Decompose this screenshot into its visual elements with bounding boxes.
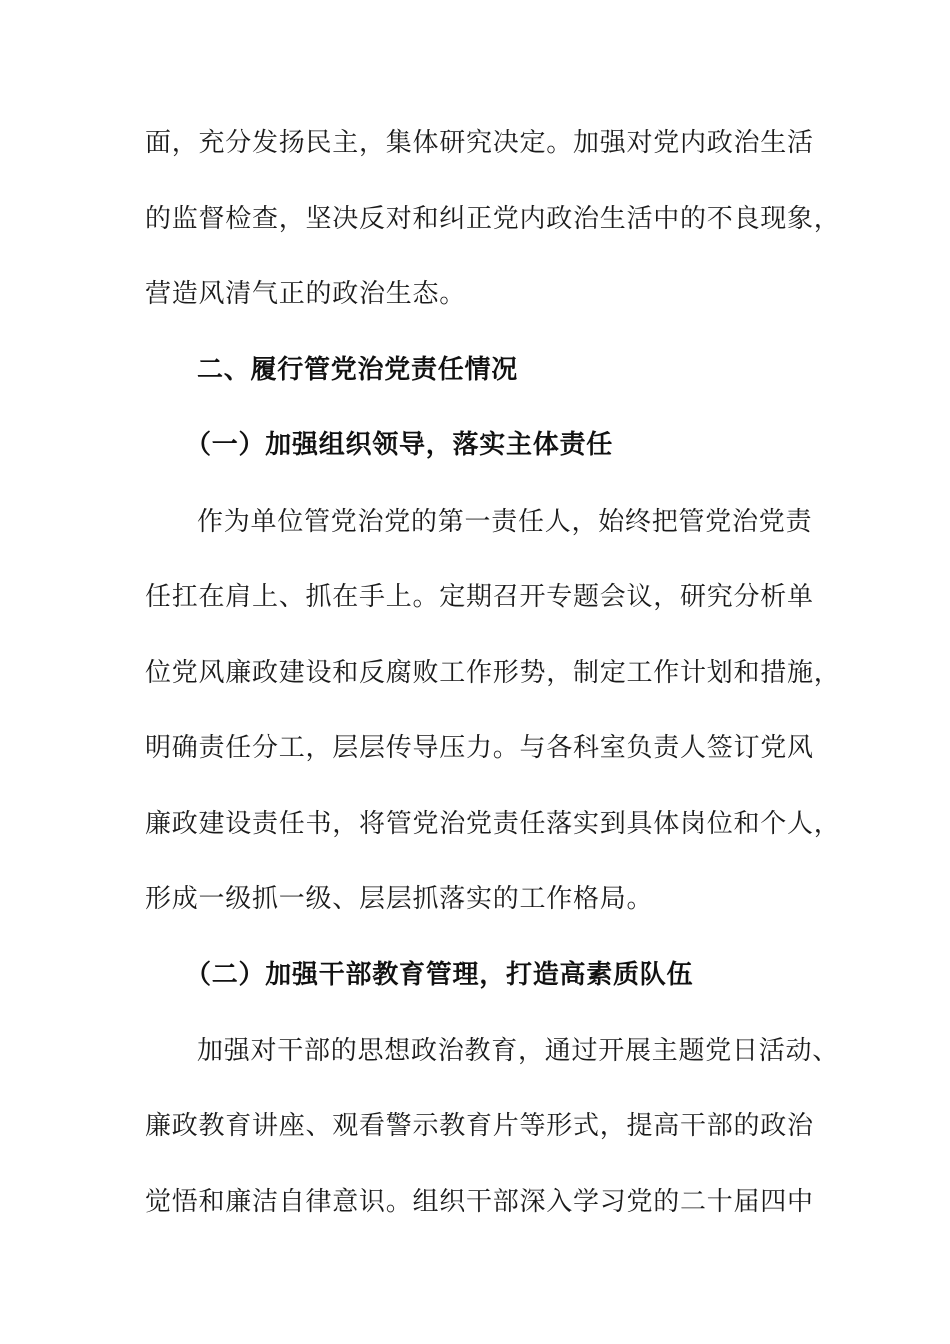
- paragraph-line: 作为单位管党治党的第一责任人，始终把管党治党责: [197, 507, 813, 537]
- paragraph-line: 面，充分发扬民主，集体研究决定。加强对党内政治生活: [145, 128, 814, 158]
- subsection-heading-1: （一）加强组织领导，落实主体责任: [185, 430, 614, 460]
- paragraph-line: 明确责任分工，层层传导压力。与各科室负责人签订党风: [145, 733, 814, 763]
- subsection-heading-2: （二）加强干部教育管理，打造高素质队伍: [185, 960, 694, 990]
- section-heading: 二、履行管党治党责任情况: [197, 355, 519, 385]
- paragraph-line: 的监督检查，坚决反对和纠正党内政治生活中的不良现象，: [145, 204, 841, 234]
- paragraph-line: 任扛在肩上、抓在手上。定期召开专题会议，研究分析单: [145, 582, 814, 612]
- paragraph-line: 廉政教育讲座、观看警示教育片等形式，提高干部的政治: [145, 1111, 814, 1141]
- paragraph-line: 营造风清气正的政治生态。: [145, 279, 467, 309]
- paragraph-line: 位党风廉政建设和反腐败工作形势，制定工作计划和措施，: [145, 658, 841, 688]
- paragraph-line: 觉悟和廉洁自律意识。组织干部深入学习党的二十届四中: [145, 1187, 814, 1217]
- paragraph-line: 加强对干部的思想政治教育，通过开展主题党日活动、: [197, 1036, 840, 1066]
- paragraph-line: 形成一级抓一级、层层抓落实的工作格局。: [145, 884, 654, 914]
- paragraph-line: 廉政建设责任书，将管党治党责任落实到具体岗位和个人，: [145, 809, 841, 839]
